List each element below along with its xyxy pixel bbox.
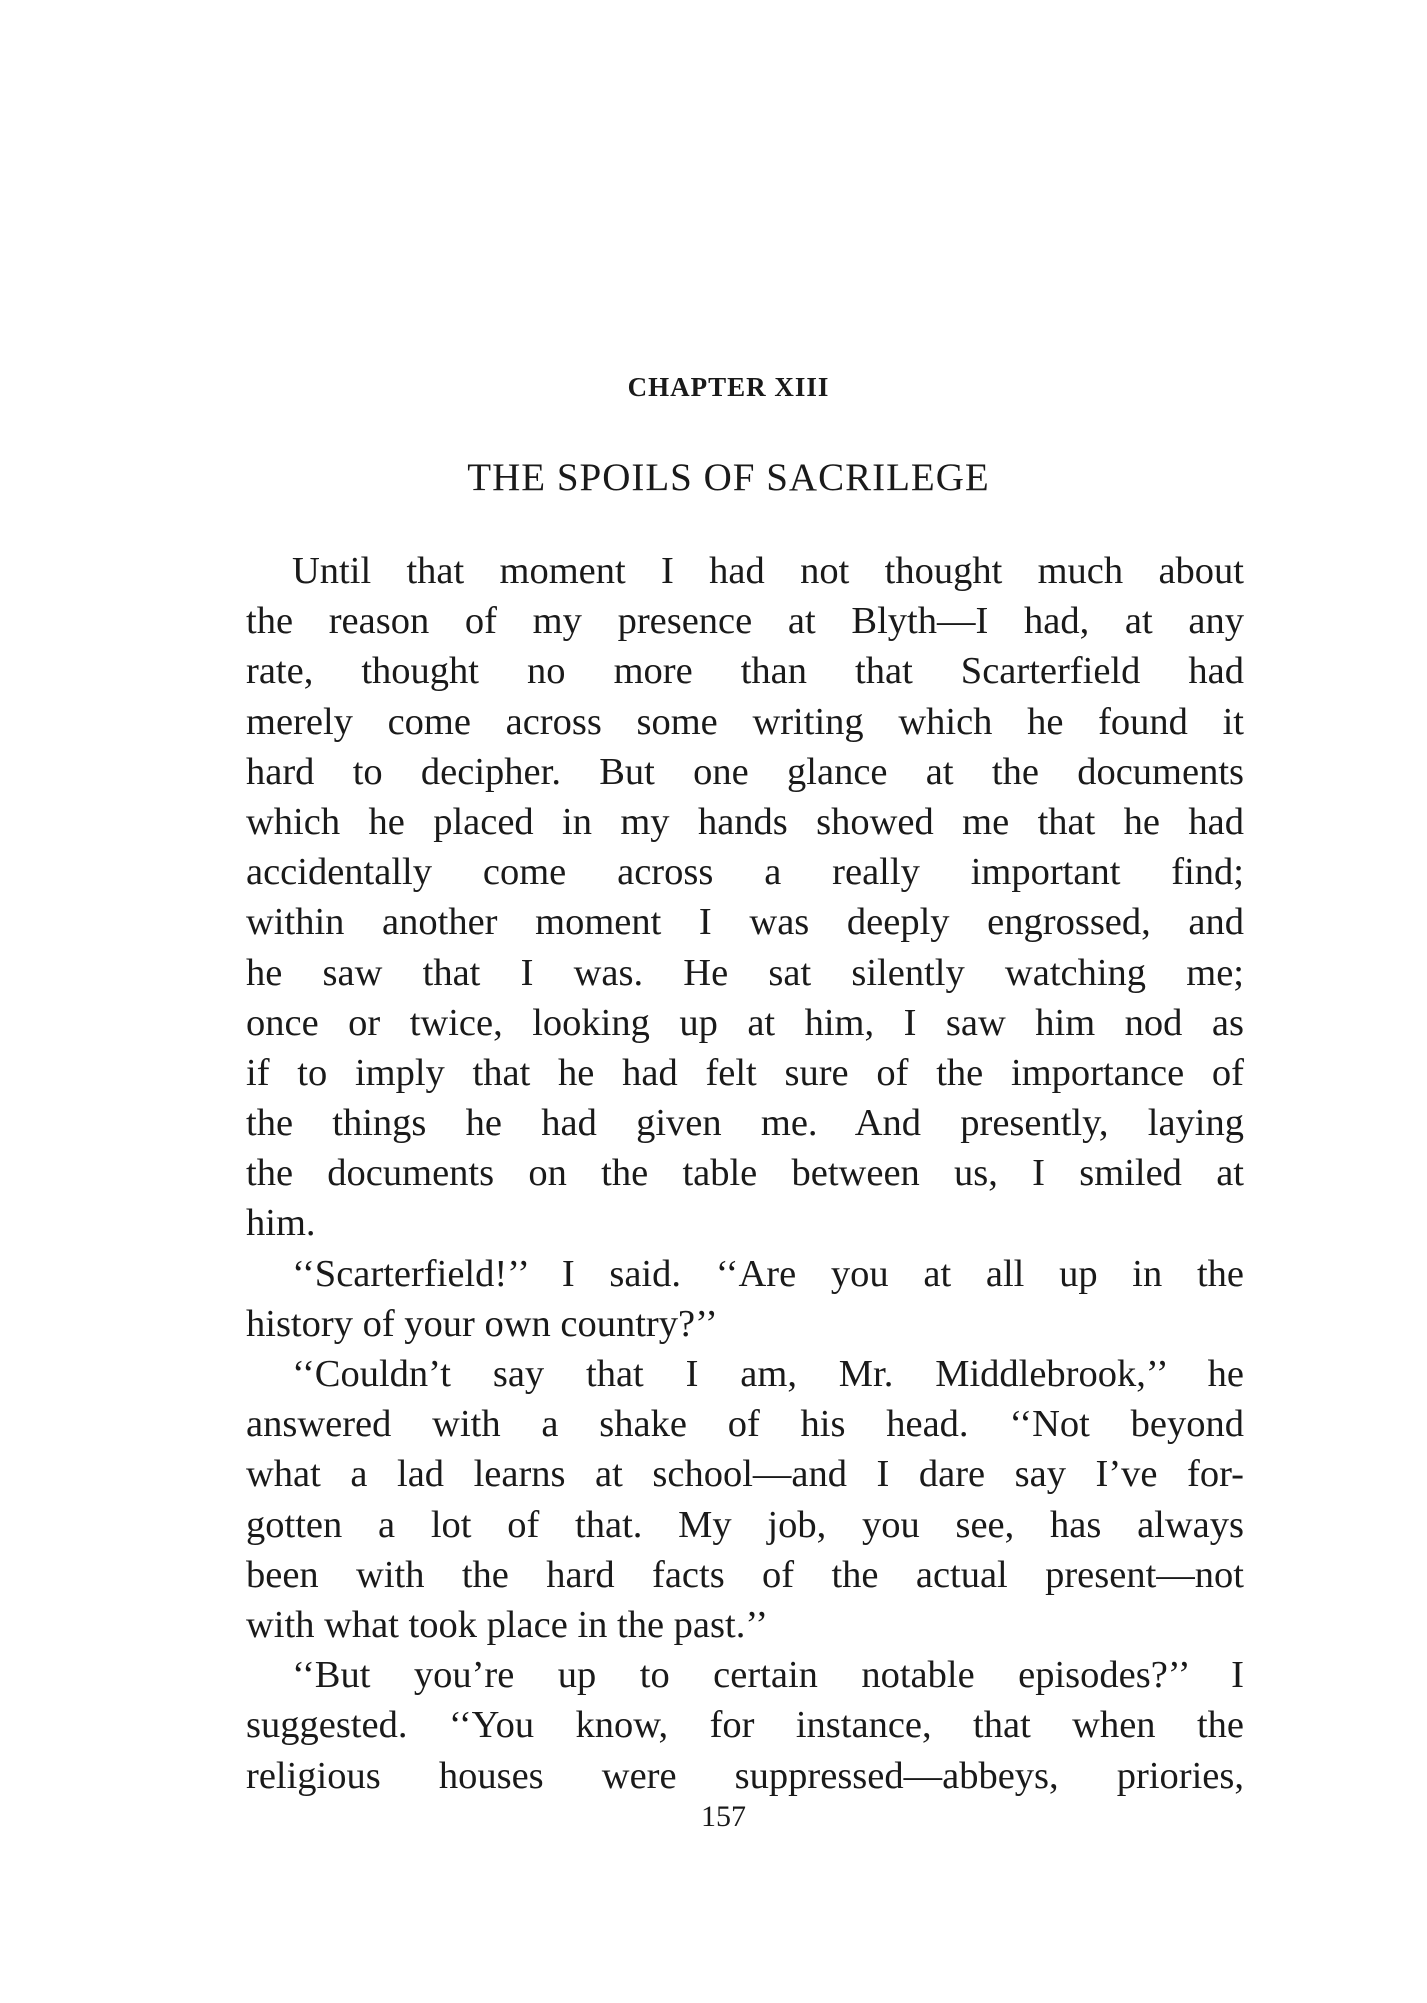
text-line: the reason of my presence at Blyth—I had, at any (246, 600, 1244, 643)
text-line: accidentally come across a really important find; (246, 851, 1244, 894)
text-line: rate, thought no more than that Scarterfield had (246, 650, 1244, 693)
chapter-label: CHAPTER XIII (627, 372, 830, 402)
paragraph (246, 1249, 1244, 1349)
text-line: within another moment I was deeply engrossed, and (246, 901, 1244, 944)
text-line: with what took place in the past.’’ (246, 1603, 769, 1646)
paragraph (246, 1349, 1244, 1650)
text-line: him. (246, 1202, 316, 1245)
text-line: ‘‘Couldn’t say that I am, Mr. Middlebrook,’’ he (292, 1353, 1244, 1395)
body-text (246, 546, 1244, 1801)
text-line: religious houses were suppressed—abbeys, priories, (246, 1754, 1244, 1797)
text-line: history of your own country?’’ (246, 1302, 718, 1345)
text-line: ‘‘But you’re up to certain notable episodes?’’ I (292, 1654, 1244, 1697)
paragraph (246, 546, 1244, 1249)
text-line: Until that moment I had not thought much about (292, 550, 1244, 592)
page-number: 157 (701, 1800, 746, 1833)
text-line: once or twice, looking up at him, I saw him nod as (246, 1001, 1244, 1044)
text-line: if to imply that he had felt sure of the importance of (246, 1051, 1244, 1094)
text-line: merely come across some writing which he found it (246, 700, 1244, 743)
text-line: ‘‘Scarterfield!’’ I said. ‘‘Are you at all up in the (292, 1252, 1244, 1295)
text-line: he saw that I was. He sat silently watching me; (246, 951, 1244, 994)
chapter-title: THE SPOILS OF SACRILEGE (467, 456, 990, 499)
text-line: gotten a lot of that. My job, you see, has always (246, 1503, 1244, 1546)
text-line: the documents on the table between us, I smiled at (246, 1152, 1244, 1195)
text-line: what a lad learns at school—and I dare say I’ve for- (246, 1453, 1244, 1496)
text-line: which he placed in my hands showed me that he had (246, 800, 1244, 843)
text-line: been with the hard facts of the actual present—not (246, 1553, 1244, 1596)
text-line: suggested. ‘‘You know, for instance, that when the (246, 1704, 1244, 1747)
text-line: the things he had given me. And presently, laying (246, 1102, 1244, 1145)
text-line: answered with a shake of his head. ‘‘Not beyond (246, 1403, 1244, 1446)
text-line: hard to decipher. But one glance at the documents (246, 750, 1244, 793)
paragraph (246, 1650, 1244, 1801)
